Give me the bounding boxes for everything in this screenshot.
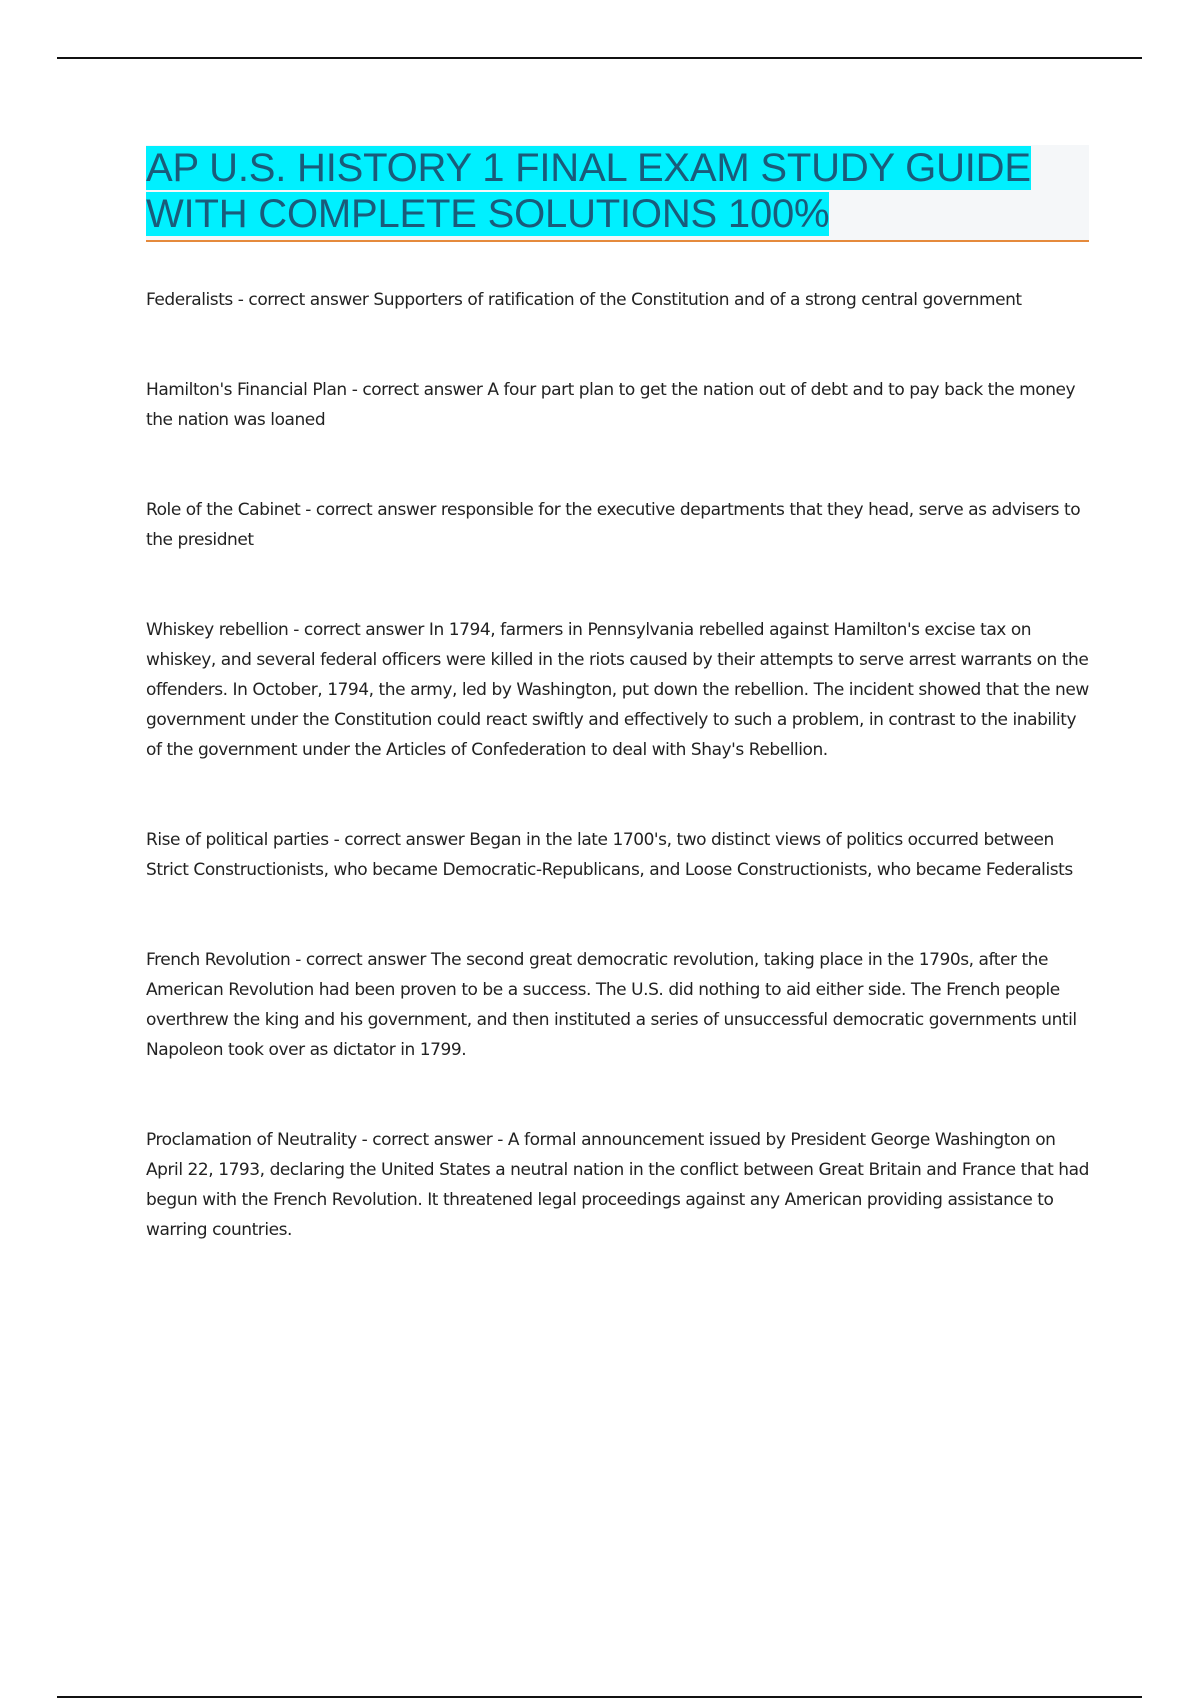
header-rule bbox=[57, 57, 1142, 59]
document-title bbox=[146, 145, 1089, 237]
entry-french-revolution: French Revolution - correct answer The second great democratic revolution, taking place in the 1790s, after the American Revolution had been proven to be a success. The U.S. did nothing to aid either side. The French people overthrew the king and his government, and then instituted a series of unsuccessful democratic governments until Napoleon took over as dictator in 1799. bbox=[146, 950, 1077, 1060]
title-block bbox=[146, 145, 1089, 242]
title-line-1: AP U.S. HISTORY 1 FINAL EXAM STUDY GUIDE bbox=[146, 146, 1031, 190]
entry-federalists: Federalists - correct answer Supporters of ratification of the Constitution and of a strong central government bbox=[146, 290, 1022, 310]
study-guide-entries bbox=[146, 285, 1096, 1245]
entry-rise-of-political-parties: Rise of political parties - correct answer Began in the late 1700's, two distinct views of politics occurred between Strict Constructionists, who became Democratic-Republicans, and Loose Constructionists, who became Federalists bbox=[146, 830, 1073, 880]
entry-hamiltons-financial-plan: Hamilton's Financial Plan - correct answer A four part plan to get the nation out of debt and to pay back the money the nation was loaned bbox=[146, 380, 1076, 430]
entry-proclamation-of-neutrality: Proclamation of Neutrality - correct answer - A formal announcement issued by President George Washington on April 22, 1793, declaring the United States a neutral nation in the conflict between Great Britain and France that had begun with the French Revolution. It threatened legal proceedings against any American providing assistance to warring countries. bbox=[146, 1130, 1089, 1240]
entry-whiskey-rebellion: Whiskey rebellion - correct answer In 1794, farmers in Pennsylvania rebelled against Hamilton's excise tax on whiskey, and several federal officers were killed in the riots caused by their attempts to serve arrest warrants on the offenders. In October, 1794, the army, led by Washington, put down the rebellion. The incident showed that the new government under the Constitution could react swiftly and effectively to such a problem, in contrast to the inability of the government under the Articles of Confederation to deal with Shay's Rebellion. bbox=[146, 620, 1089, 760]
title-line-2: WITH COMPLETE SOLUTIONS 100% bbox=[146, 192, 830, 236]
entry-role-of-cabinet: Role of the Cabinet - correct answer responsible for the executive departments that they head, serve as advisers to the presidnet bbox=[146, 500, 1081, 550]
footer-rule bbox=[57, 1696, 1142, 1698]
